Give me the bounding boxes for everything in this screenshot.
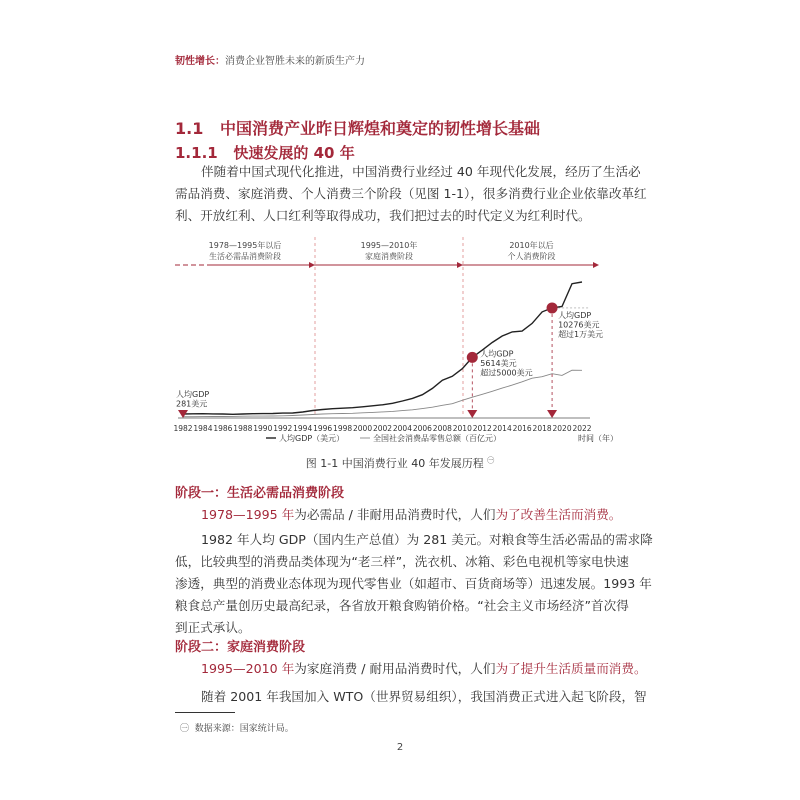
annotation-label: 人均GDP [558, 310, 592, 320]
stage1-line: 到正式承认。 [175, 620, 251, 635]
page-number: 2 [396, 742, 404, 753]
intro-line: 伴随着中国式现代化推进，中国消费行业经过 40 年现代化发展，经历了生活必 [201, 164, 641, 179]
x-tick-label: 2016 [512, 424, 532, 433]
x-tick-label: 1984 [193, 424, 213, 433]
stage1-heading: 阶段一：生活必需品消费阶段 [175, 486, 345, 501]
year-marker-triangle [467, 410, 477, 418]
stage1-line: 渗透，典型的消费业态体现为现代零售业（如超市、百货商场等）迅速发展。1993 年 [175, 576, 652, 591]
annotation-label: 281美元 [176, 399, 208, 409]
x-tick-label: 2004 [392, 424, 412, 433]
x-tick-label: 1990 [253, 424, 273, 433]
annotation-dot [467, 352, 478, 363]
footnote-mark: ㊀ [487, 456, 495, 465]
x-tick-label: 2008 [432, 424, 452, 433]
x-tick-label: 1986 [213, 424, 233, 433]
x-tick-label: 2020 [552, 424, 572, 433]
subsection-title: 1.1.1 快速发展的 40 年 [175, 144, 355, 162]
intro-line: 利、开放红利、人口红利等取得成功，我们把过去的时代定义为红利时代。 [175, 208, 591, 223]
stage1-purpose: 为了改善生活而消费。 [495, 507, 622, 522]
running-header-emph: 韧性增长： [175, 56, 225, 67]
legend-label-retail: 全国社会消费品零售总额（百亿元） [373, 434, 501, 443]
stage2-period: 1995—2010 年 [201, 661, 295, 676]
stage-range-label: 2010年以后 [509, 241, 554, 250]
stage2-summary [175, 659, 647, 679]
x-tick-label: 1988 [233, 424, 253, 433]
x-tick-label: 2014 [492, 424, 512, 433]
x-axis-title: 时间（年） [578, 434, 618, 443]
stage2-heading: 阶段二：家庭消费阶段 [175, 640, 306, 655]
x-tick-label: 1994 [293, 424, 313, 433]
stage-arrow-head [593, 262, 599, 268]
stage1-period: 1978—1995 年 [201, 507, 295, 522]
x-tick-label: 1998 [333, 424, 353, 433]
stage-range-label: 1995—2010年 [360, 241, 418, 250]
stage1-line: 粮食总产量创历史最高纪录，各省放开粮食购销价格。“社会主义市场经济”首次得 [175, 598, 629, 613]
annotation-label: 超过1万美元 [558, 329, 604, 339]
footnote-mark: ㊀ [180, 724, 190, 734]
stage2-desc: 为家庭消费 / 耐用品消费时代，人们 [294, 661, 496, 676]
year-marker-triangle [547, 410, 557, 418]
x-tick-label: 2010 [452, 424, 472, 433]
stage2-purpose: 为了提升生活质量而消费。 [495, 661, 647, 676]
stage1-line: 低，比较典型的消费品类体现为“老三样”，洗衣机、冰箱、彩色电视机等家电快速 [175, 554, 629, 569]
annotation-label: 人均GDP [480, 349, 514, 359]
stage2-line: 随着 2001 年我国加入 WTO（世界贸易组织），我国消费正式进入起飞阶段，智 [201, 689, 647, 704]
x-tick-label: 1992 [273, 424, 293, 433]
stage-range-label: 1978—1995年以后 [208, 241, 282, 250]
x-tick-label: 2018 [532, 424, 552, 433]
stage-name-label: 个人消费阶段 [507, 252, 556, 261]
stage1-summary [175, 505, 622, 525]
annotation-label: 10276美元 [558, 320, 600, 330]
intro-line: 需品消费、家庭消费、个人消费三个阶段（见图 1-1），很多消费行业企业依靠改革红 [175, 186, 647, 201]
running-header-rest: 消费企业智胜未来的新质生产力 [225, 56, 365, 67]
x-tick-label: 2002 [372, 424, 393, 433]
x-tick-label: 2006 [412, 424, 432, 433]
x-tick-label: 1996 [313, 424, 333, 433]
x-tick-label: 2022 [572, 424, 592, 433]
x-tick-label: 1982 [173, 424, 193, 433]
series-line-gdp-per-capita [183, 282, 582, 414]
annotation-label: 人均GDP [176, 390, 210, 399]
stage-name-label: 生活必需品消费阶段 [209, 252, 281, 261]
stage-divider-arrow [309, 262, 315, 268]
annotation-label: 超过5000美元 [480, 368, 533, 378]
section-title: 1.1 中国消费产业昨日辉煌和奠定的韧性增长基础 [175, 119, 541, 138]
footnote [180, 721, 294, 734]
annotation-label: 5614美元 [480, 358, 517, 368]
footnote-text: 数据来源：国家统计局。 [194, 724, 294, 734]
x-tick-label: 2012 [472, 424, 492, 433]
stage1-desc: 为必需品 / 非耐用品消费时代，人们 [294, 507, 496, 522]
figure-caption-text: 图 1-1 中国消费行业 40 年发展历程 [305, 457, 484, 470]
stage-name-label: 家庭消费阶段 [365, 252, 413, 261]
x-tick-label: 2000 [353, 424, 373, 433]
figure-caption [0, 455, 800, 471]
footnote-divider [175, 712, 235, 713]
stage1-line: 1982 年人均 GDP（国内生产总值）为 281 美元。对粮食等生活必需品的需求降 [201, 532, 653, 547]
annotation-dot [547, 302, 558, 313]
legend-label-gdp: 人均GDP（美元） [279, 434, 345, 443]
stage-divider-arrow [457, 262, 463, 268]
